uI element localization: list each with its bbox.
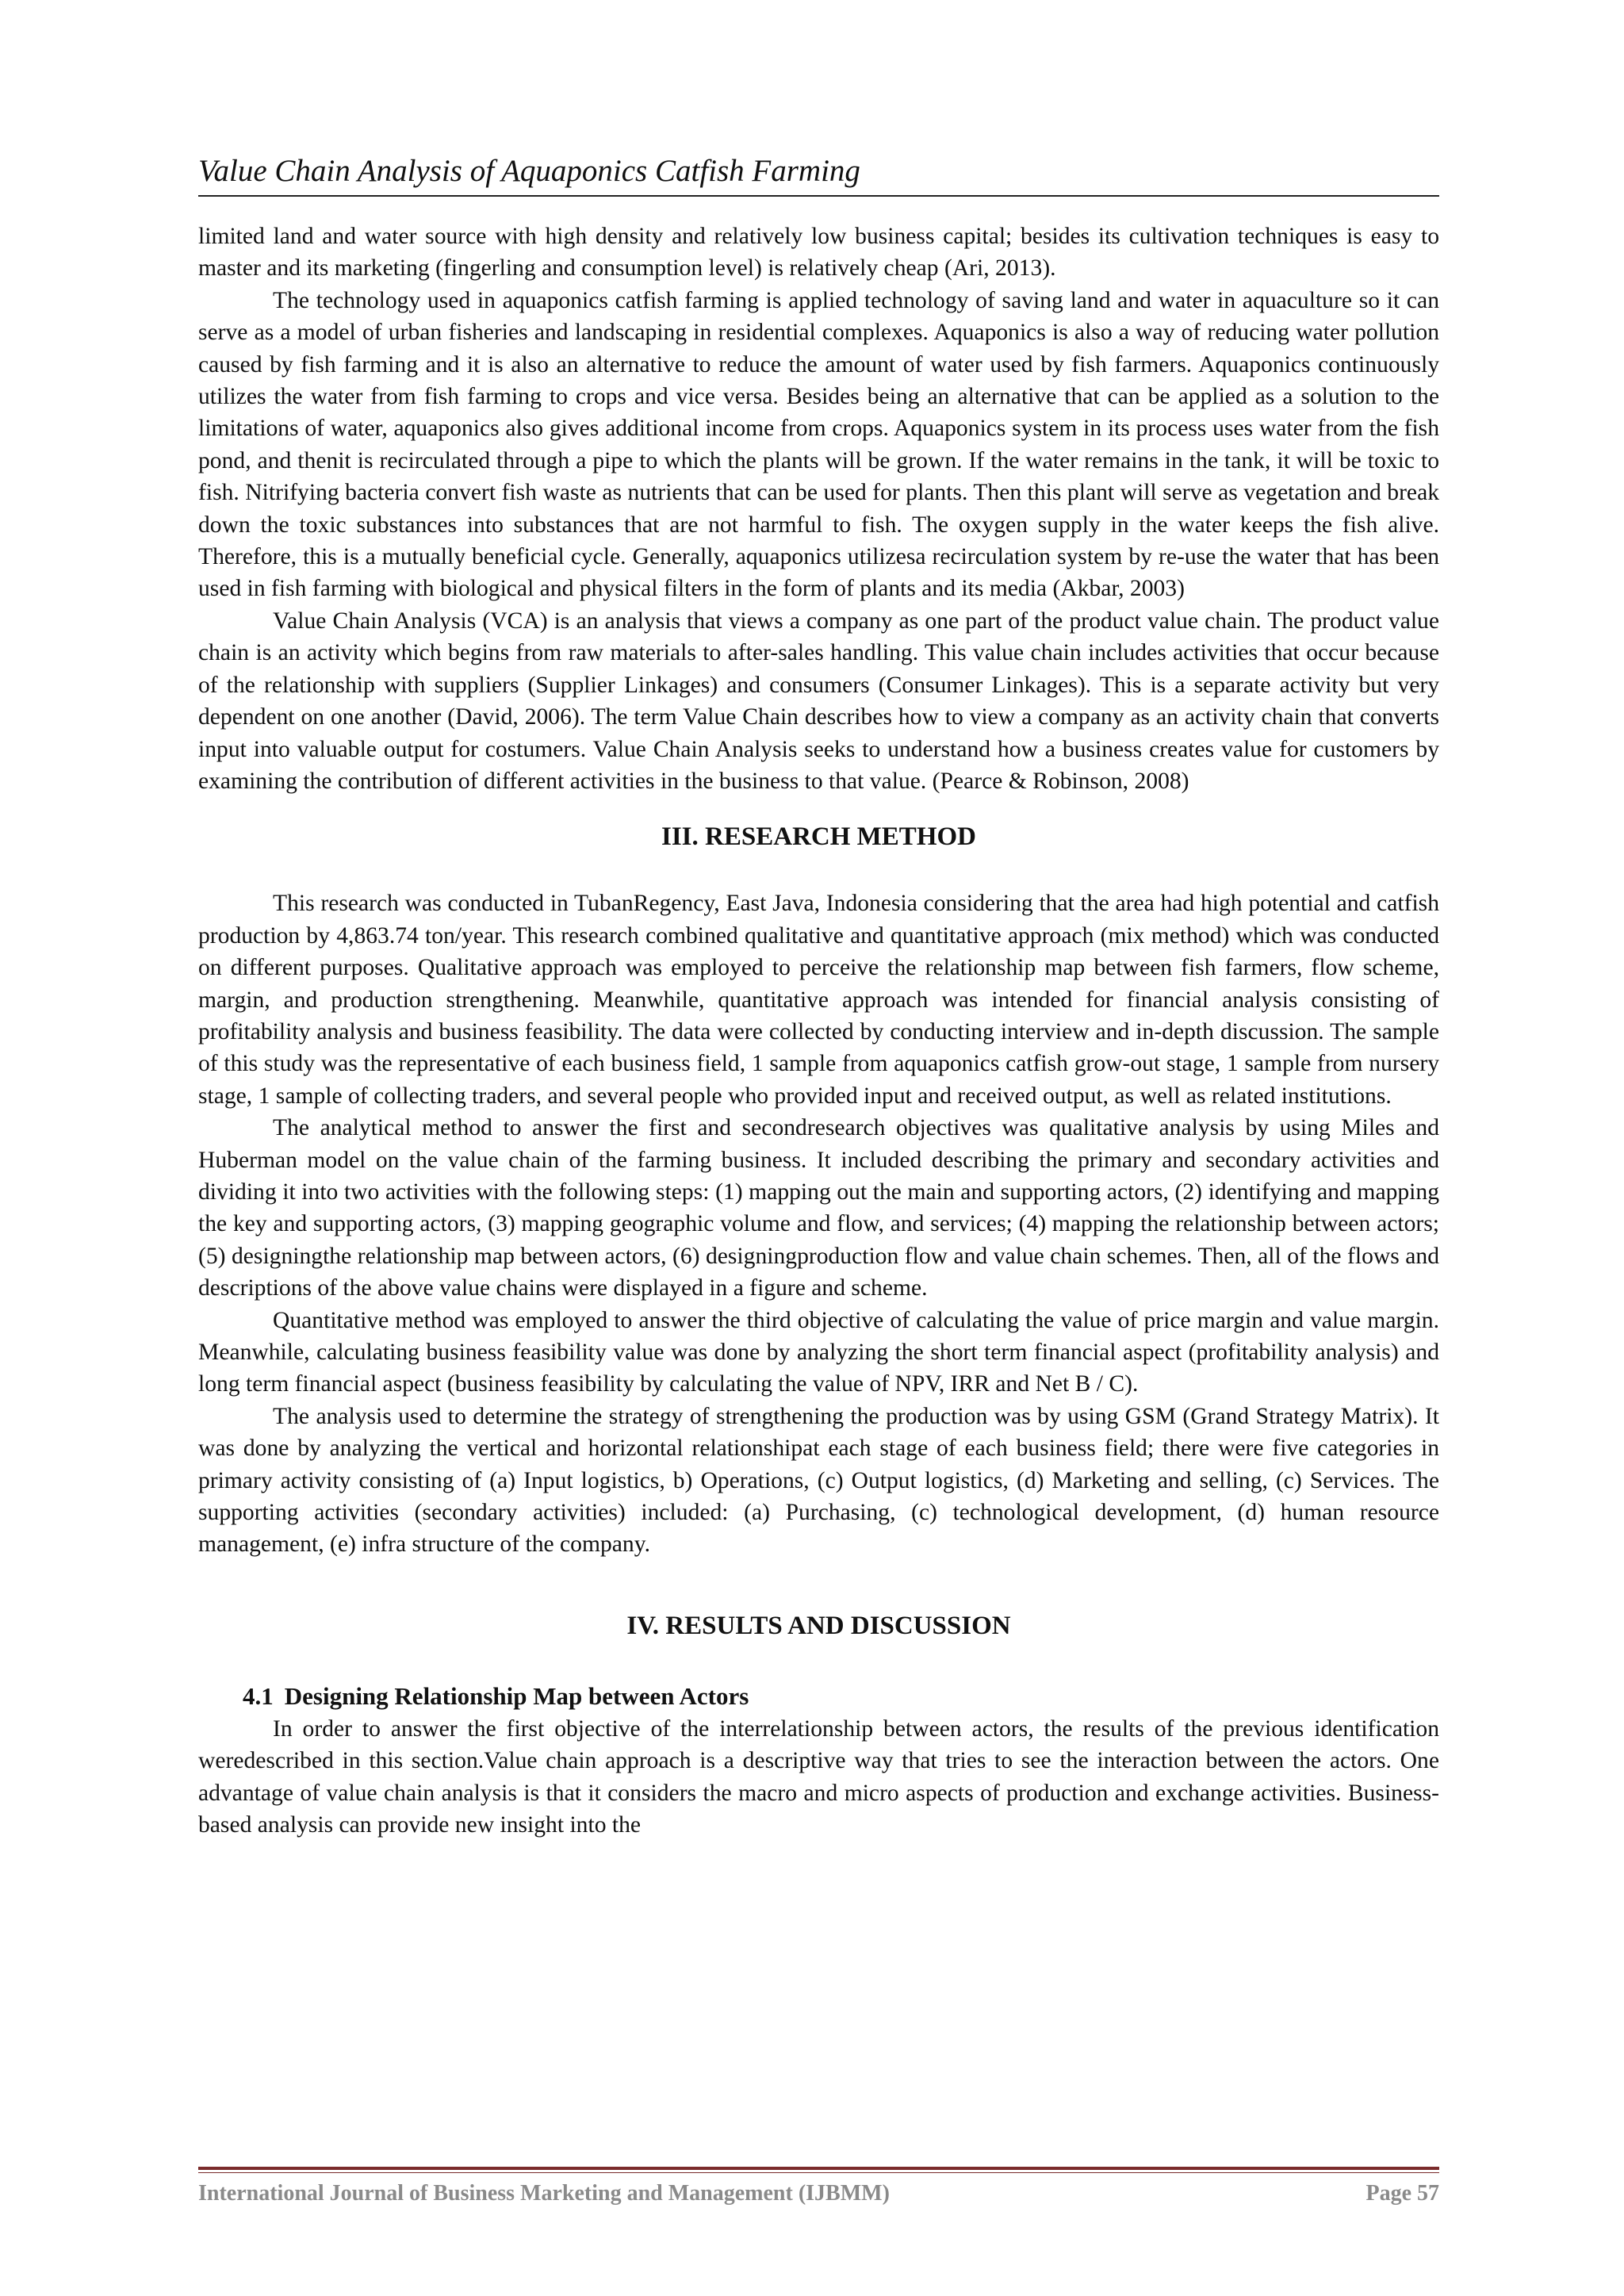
footer-journal-name: International Journal of Business Marketing and Management (IJBMM)	[198, 2181, 890, 2206]
paragraph: This research was conducted in TubanRegency, East Java, Indonesia considering that the area had high potential and catfish production by 4,863.74 ton/year. This research combined qualitative and quantitative approach (mix method) which was conducted on different purposes. Qualitative approach was employed to perceive the relationship map between fish farmers, flow scheme, margin, and production strengthening. Meanwhile, quantitative approach was intended for financial analysis consisting of profitability analysis and business feasibility. The data were collected by conducting interview and in-depth discussion. The sample of this study was the representative of each business field, 1 sample from aquaponics catfish grow-out stage, 1 sample from nursery stage, 1 sample of collecting traders, and several people who provided input and received output, as well as related institutions.	[198, 891, 1439, 1109]
paragraph: The technology used in aquaponics catfish farming is applied technology of saving land and water in aquaculture so it can serve as a model of urban fisheries and landscaping in residential complexes. Aquaponics is also a way of reducing water pollution caused by fish farming and it is also an alternative to reduce the amount of water used by fish farmers. Aquaponics continuously utilizes the water from fish farming to crops and vice versa. Besides being an alternative that can be applied as a solution to the limitations of water, aquaponics also gives additional income from crops. Aquaponics system in its process uses water from the fish pond, and thenit is recirculated through a pipe to which the plants will be grown. If the water remains in the tank, it will be toxic to fish. Nitrifying bacteria convert fish waste as nutrients that can be used for plants. Then this plant will serve as vegetation and break down the toxic substances into substances that are not harmful to fish. The oxygen supply in the water keeps the fish alive. Therefore, this is a mutually beneficial cycle. Generally, aquaponics utilizesa recirculation system by re-use the water that has been used in fish farming with biological and physical filters in the form of plants and its media (Akbar, 2003)	[198, 287, 1439, 602]
subsection-title: Designing Relationship Map between Actors	[284, 1681, 749, 1710]
paragraph: The analytical method to answer the first and secondresearch objectives was qualitative analysis by using Miles and Huberman model on the value chain of the farming business. It included describing the primary and secondary activities and dividing it into two activities with the following steps: (1) mapping out the main and supporting actors, (2) identifying and mapping the key and supporting actors, (3) mapping geographic volume and flow, and services; (4) mapping the relationship between actors; (5) designingthe relationship map between actors, (6) designingproduction flow and value chain schemes. Then, all of the flows and descriptions of the above value chains were displayed in a figure and scheme.	[198, 1115, 1439, 1301]
paragraph: Value Chain Analysis (VCA) is an analysis that views a company as one part of the product value chain. The product value chain is an activity which begins from raw materials to after-sales handling. This value chain includes activities that occur because of the relationship with suppliers (Supplier Linkages) and consumers (Consumer Linkages). This is a separate activity but very dependent on one another (David, 2006). The term Value Chain describes how to view a company as an activity chain that converts input into valuable output for costumers. Value Chain Analysis seeks to understand how a business creates value for customers by examining the contribution of different activities in the business to that value. (Pearce & Robinson, 2008)	[198, 608, 1439, 794]
paragraph: Quantitative method was employed to answer the third objective of calculating the value of price margin and value margin. Meanwhile, calculating business feasibility value was done by analyzing the short term financial aspect (profitability analysis) and long term financial aspect (business feasibility by calculating the value of NPV, IRR and Net B / C).	[198, 1307, 1439, 1397]
footer-rule-thin	[198, 2172, 1439, 2173]
paragraph: limited land and water source with high density and relatively low business capital; besides its cultivation techniques is easy to master and its marketing (fingerling and consumption level) is relatively cheap (Ari, 2013).	[198, 224, 1439, 282]
footer-rule	[198, 2167, 1439, 2170]
subsection-heading	[198, 1680, 1439, 1713]
section-heading-results-discussion: IV. RESULTS AND DISCUSSION	[626, 1611, 1011, 1640]
paragraph: The analysis used to determine the strategy of strengthening the production was by using GSM (Grand Strategy Matrix). It was done by analyzing the vertical and horizontal relationshipat each stage of each business field; there were five categories in primary activity consisting of (a) Input logistics, b) Operations, (c) Output logistics, (d) Marketing and selling, (c) Services. The supporting activities (secondary activities) included: (a) Purchasing, (c) technological development, (d) human resource management, (e) infra structure of the company.	[198, 1403, 1439, 1558]
page-footer	[198, 2167, 1439, 2206]
subsection-number: 4.1	[243, 1681, 274, 1710]
running-title: Value Chain Analysis of Aquaponics Catfish Farming	[198, 151, 1439, 197]
paragraph: In order to answer the first objective of the interrelationship between actors, the results of the previous identification weredescribed in this section.Value chain approach is a descriptive way that tries to see the interaction between the actors. One advantage of value chain analysis is that it considers the macro and micro aspects of production and exchange activities. Business-based analysis can provide new insight into the	[198, 1715, 1439, 1838]
section-heading-research-method: III. RESEARCH METHOD	[661, 822, 976, 852]
page	[198, 151, 1439, 1841]
article-body	[198, 220, 1439, 1841]
footer-page-number: Page 57	[1365, 2181, 1439, 2206]
